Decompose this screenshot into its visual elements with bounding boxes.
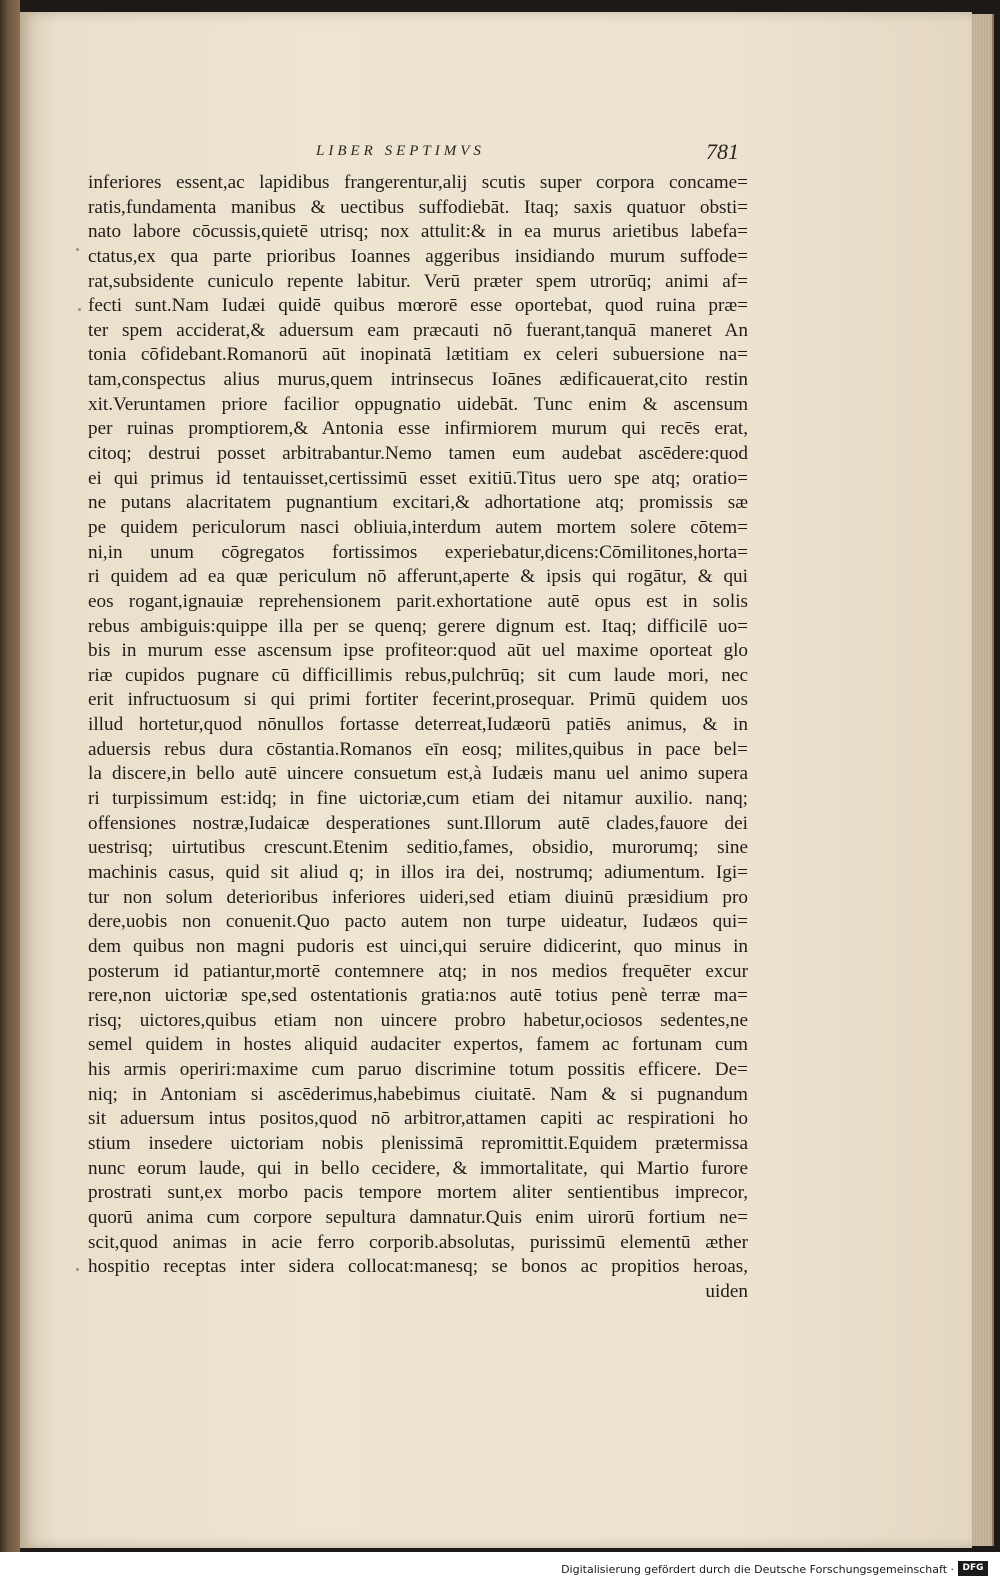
text-line: ni,in unum cōgregatos fortissimos experiebatur,dicens:Cōmilitones,horta=	[88, 541, 748, 563]
text-line: niq; in Antoniam si ascēderimus,habebimus ciuitatē. Nam & si pugnandum	[88, 1083, 748, 1105]
text-line: hospitio receptas inter sidera collocat:manesq; se bonos ac propitios heroas,	[88, 1256, 748, 1278]
text-line: xit.Veruntamen priore facilior oppugnatio uidebāt. Tunc enim & ascensum	[88, 393, 748, 415]
text-line: prostrati sunt,ex morbo pacis tempore mortem aliter sentientibus imprecor,	[88, 1182, 748, 1204]
text-line: citoq; destrui posset arbitrabantur.Nemo tamen eum audebat ascēdere:quod	[88, 443, 748, 465]
text-line: rere,non uictoriæ spe,sed ostentationis gratia:nos autē totius penè terræ ma=	[88, 985, 748, 1007]
text-line: eos rogant,ignauiæ reprehensionem parit.exhortatione autē opus est in solis	[88, 590, 748, 612]
text-line: pe quidem periculorum nasci obliuia,interdum autem mortem solere cōtem=	[88, 516, 748, 538]
facing-page-edge	[0, 0, 20, 1581]
specks	[76, 248, 79, 251]
text-line: ne putans alacritatem pugnantium excitari,& adhortatione atq; promissis sæ	[88, 492, 748, 514]
text-line: erit infructuosum si qui primi fortiter fecerint,prosequar. Primū quidem uos	[88, 689, 748, 711]
text-line: tam,conspectus alius murus,quem intrinsecus Ioānes ædificauerat,cito restin	[88, 369, 748, 391]
text-line: sit aduersum intus positos,quod nō arbitror,attamen capiti ac respirationi ho	[88, 1108, 748, 1130]
text-line: la discere,in bello autē uincere consuetum est,à Iudæis manu uel animo supera	[88, 763, 748, 785]
text-line: nunc eorum laude, qui in bello cecidere, & immortalitate, qui Martio furore	[88, 1157, 748, 1179]
text-line: ei qui primus id tentauisset,certissimū esset exitiū.Titus uero spe atq; oratio=	[88, 467, 748, 489]
text-line: per ruinas promptiorem,& Antonia esse infirmiorem murum qui recēs erat,	[88, 418, 748, 440]
text-line: bis in murum esse ascensum ipse profiteor:quod aūt uel maxime oporteat glo	[88, 640, 748, 662]
text-line: scit,quod animas in acie ferro corporib.absolutas, purissimū elementū æther	[88, 1231, 748, 1253]
text-line: riæ cupidos pugnare cū difficillimis rebus,pulchrūq; sit cum laude mori, nec	[88, 664, 748, 686]
text-line: aduersis rebus dura cōstantia.Romanos eīn eosq; milites,quibus in pace bel=	[88, 738, 748, 760]
text-line: quorū anima cum corpore sepultura damnatur.Quis enim uirorū fortium ne=	[88, 1206, 748, 1228]
text-line: uestrisq; uirtutibus crescunt.Etenim seditio,fames, obsidio, murorumq; sine	[88, 837, 748, 859]
text-line: ratis,fundamenta manibus & uectibus suffodiebāt. Itaq; saxis quatuor obsti=	[88, 196, 748, 218]
text-line: dem quibus non magni pudoris est uinci,qui seruire didicerint, quo minus in	[88, 935, 748, 957]
text-line: stium insedere uictoriam nobis plenissimā repromittit.Equidem prætermissa	[88, 1132, 748, 1154]
text-line: semel quidem in hostes aliquid audaciter expertos, famem ac fortunam cum	[88, 1034, 748, 1056]
text-line: his armis operiri:maxime cum paruo discrimine totum possitis efficere. De=	[88, 1059, 748, 1081]
dfg-logo: DFG	[958, 1561, 988, 1576]
body-text	[88, 171, 748, 1304]
page-number: 781	[706, 139, 739, 164]
text-line: rat,subsidente cuniculo repente labitur. Verū præter spem utrorūq; animi af=	[88, 270, 748, 292]
text-line: machinis casus, quid sit aliud q; in illos ira dei, nostrumq; adiumentum. Igi=	[88, 861, 748, 883]
text-line: inferiores essent,ac lapidibus frangerentur,alij scutis super corpora concame=	[88, 172, 748, 193]
text-line: tur non solum deterioribus inferiores uideri,sed etiam diuinū præsidium pro	[88, 886, 748, 908]
running-head: LIBER SEPTIMVS	[316, 143, 485, 159]
text-line: fecti sunt.Nam Iudæi quidē quibus mœrorē esse oportebat, quod ruina præ=	[88, 295, 748, 317]
text-line: uiden	[705, 1280, 748, 1302]
footer-credit: Digitalisierung gefördert durch die Deutsche Forschungsgemeinschaft ·	[561, 1563, 954, 1576]
text-line: ter spem acciderat,& aduersum eam præcauti nō fuerant,tanquā maneret An	[88, 319, 748, 341]
text-line: tonia cōfidebant.Romanorū aūt inopinatā lætitiam ex celeri subuersione na=	[88, 344, 748, 366]
text-line: rebus ambiguis:quippe illa per se quenq; gerere dignum est. Itaq; difficilē uo=	[88, 615, 748, 637]
text-line: risq; uictores,quibus etiam non uincere probro habetur,ociosos sedentes,ne	[88, 1009, 748, 1031]
text-line: illud hortetur,quod nōnullos fortasse deterreat,Iudæorū patiēs animus, & in	[88, 714, 748, 736]
specks	[78, 308, 81, 311]
text-line: dere,uobis non conuenit.Quo pacto autem non turpe uideatur, Iudæos qui=	[88, 911, 748, 933]
specks	[76, 1268, 79, 1271]
text-line: ctatus,ex qua parte prioribus Ioannes aggeribus insidiando murum suffode=	[88, 245, 748, 267]
text-line: ri quidem ad ea quæ periculum nō afferunt,aperte & ipsis qui rogātur, & qui	[88, 566, 748, 588]
text-line: ri turpissimum est:idq; in fine uictoriæ,cum etiam dei nitamur auxilio. nanq;	[88, 788, 748, 810]
text-line: nato labore cōcussis,quietē utrisq; nox attulit:& in ea murus arietibus labefa=	[88, 221, 748, 243]
text-line: posterum id patiantur,mortē contemnere atq; in nos medios frequēter excur	[88, 960, 748, 982]
text-line: offensiones nostræ,Iudaicæ desperationes sunt.Illorum autē clades,fauore dei	[88, 812, 748, 834]
